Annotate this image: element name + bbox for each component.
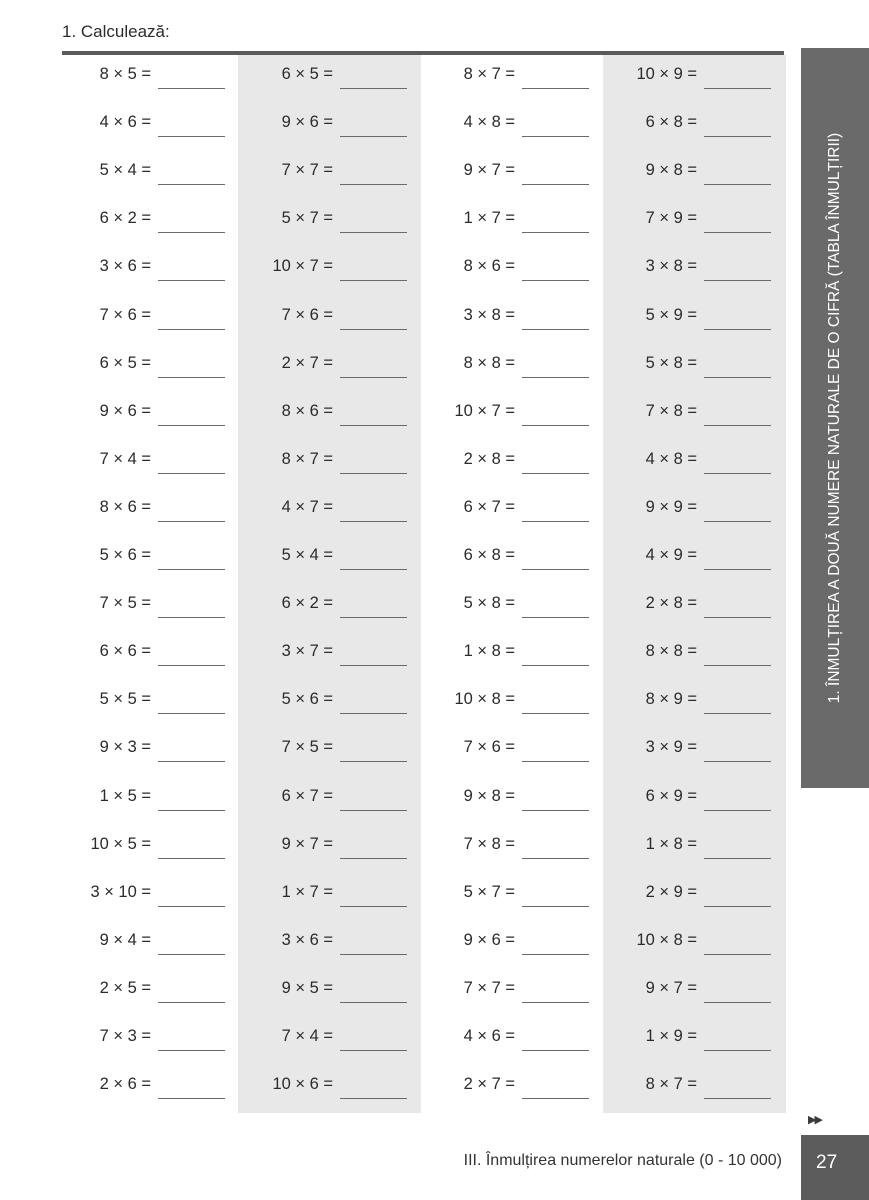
exercise-item <box>62 1065 244 1113</box>
exercise-item <box>608 680 790 728</box>
answer-blank[interactable] <box>522 1050 589 1051</box>
exercise-item <box>426 1017 608 1065</box>
multiplication-expression: 2 × 7 = <box>281 353 333 372</box>
multiplication-expression: 6 × 7 = <box>281 786 333 805</box>
exercise-item <box>244 632 426 680</box>
exercise-item <box>244 199 426 247</box>
answer-blank[interactable] <box>340 665 407 666</box>
multiplication-expression: 6 × 8 = <box>463 546 515 564</box>
exercise-item <box>244 921 426 969</box>
exercise-item <box>244 247 426 295</box>
exercise-item <box>608 584 790 632</box>
multiplication-expression: 7 × 6 = <box>99 305 151 324</box>
answer-blank[interactable] <box>158 713 225 714</box>
multiplication-expression: 5 × 7 = <box>463 882 515 901</box>
answer-blank[interactable] <box>158 1098 225 1099</box>
answer-blank[interactable] <box>158 521 225 522</box>
exercise-item <box>62 1017 244 1065</box>
exercise-item <box>62 199 244 247</box>
answer-blank[interactable] <box>522 617 589 618</box>
exercise-item <box>426 728 608 776</box>
multiplication-expression: 2 × 6 = <box>99 1075 151 1094</box>
exercise-item <box>244 55 426 103</box>
multiplication-expression: 10 × 6 = <box>272 1075 333 1094</box>
multiplication-expression: 8 × 9 = <box>645 690 697 709</box>
answer-blank[interactable] <box>340 1050 407 1051</box>
exercise-item <box>244 488 426 536</box>
answer-blank[interactable] <box>158 377 225 378</box>
exercise-item <box>608 392 790 440</box>
exercise-item <box>62 680 244 728</box>
multiplication-expression: 4 × 8 = <box>463 113 515 132</box>
multiplication-expression: 2 × 9 = <box>645 882 697 901</box>
answer-blank[interactable] <box>158 858 225 859</box>
answer-blank[interactable] <box>522 906 589 907</box>
multiplication-expression: 9 × 6 = <box>463 930 515 949</box>
multiplication-expression: 9 × 5 = <box>281 978 333 997</box>
exercise-item <box>426 440 608 488</box>
multiplication-expression: 6 × 8 = <box>645 113 697 132</box>
exercise-row <box>62 777 788 825</box>
answer-blank[interactable] <box>158 665 225 666</box>
exercise-row <box>62 392 788 440</box>
answer-blank[interactable] <box>522 425 589 426</box>
exercise-row <box>62 1017 788 1065</box>
multiplication-expression: 7 × 8 = <box>645 401 697 420</box>
multiplication-expression: 7 × 6 = <box>281 305 333 324</box>
answer-blank[interactable] <box>522 761 589 762</box>
exercise-row <box>62 584 788 632</box>
multiplication-expression: 10 × 8 = <box>636 930 697 949</box>
answer-blank[interactable] <box>340 473 407 474</box>
exercise-item <box>244 584 426 632</box>
answer-blank[interactable] <box>158 88 225 89</box>
exercise-item <box>62 969 244 1017</box>
multiplication-expression: 5 × 4 = <box>281 546 333 564</box>
multiplication-expression: 2 × 8 = <box>645 594 697 613</box>
exercise-row <box>62 825 788 873</box>
exercise-item <box>244 728 426 776</box>
answer-blank[interactable] <box>340 1098 407 1099</box>
exercise-item <box>608 632 790 680</box>
multiplication-expression: 1 × 7 = <box>281 882 333 901</box>
answer-blank[interactable] <box>522 232 589 233</box>
multiplication-expression: 9 × 7 = <box>281 834 333 853</box>
exercise-row <box>62 728 788 776</box>
exercise-item <box>62 488 244 536</box>
multiplication-expression: 7 × 9 = <box>645 209 697 228</box>
multiplication-expression: 6 × 2 = <box>99 209 151 228</box>
answer-blank[interactable] <box>158 954 225 955</box>
multiplication-expression: 10 × 5 = <box>90 834 151 853</box>
answer-blank[interactable] <box>704 569 771 570</box>
answer-blank[interactable] <box>704 858 771 859</box>
exercise-item <box>62 103 244 151</box>
answer-blank[interactable] <box>340 377 407 378</box>
answer-blank[interactable] <box>704 473 771 474</box>
multiplication-expression: 3 × 9 = <box>645 738 697 757</box>
exercise-item <box>244 680 426 728</box>
exercise-item <box>608 55 790 103</box>
multiplication-expression: 8 × 6 = <box>99 497 151 516</box>
exercise-row <box>62 488 788 536</box>
multiplication-expression: 7 × 5 = <box>281 738 333 757</box>
answer-blank[interactable] <box>158 761 225 762</box>
answer-blank[interactable] <box>522 1002 589 1003</box>
answer-blank[interactable] <box>522 569 589 570</box>
answer-blank[interactable] <box>704 713 771 714</box>
multiplication-expression: 8 × 5 = <box>99 65 151 83</box>
answer-blank[interactable] <box>704 906 771 907</box>
multiplication-expression: 5 × 8 = <box>463 594 515 613</box>
exercise-item <box>62 151 244 199</box>
exercise-item <box>62 632 244 680</box>
multiplication-expression: 5 × 5 = <box>99 690 151 709</box>
exercise-item <box>426 103 608 151</box>
exercise-item <box>608 825 790 873</box>
exercise-item <box>608 536 790 584</box>
multiplication-expression: 1 × 5 = <box>99 786 151 805</box>
exercise-item <box>62 247 244 295</box>
multiplication-expression: 7 × 7 = <box>281 161 333 180</box>
exercise-row <box>62 873 788 921</box>
multiplication-expression: 3 × 6 = <box>99 257 151 276</box>
exercise-item <box>608 777 790 825</box>
exercise-item <box>608 969 790 1017</box>
answer-blank[interactable] <box>522 329 589 330</box>
exercise-item <box>426 55 608 103</box>
answer-blank[interactable] <box>704 280 771 281</box>
answer-blank[interactable] <box>340 184 407 185</box>
exercise-item <box>426 344 608 392</box>
exercise-item <box>244 296 426 344</box>
multiplication-expression: 9 × 3 = <box>99 738 151 757</box>
answer-blank[interactable] <box>704 329 771 330</box>
exercise-item <box>62 777 244 825</box>
exercise-item <box>426 873 608 921</box>
exercise-item <box>608 728 790 776</box>
exercise-item <box>244 825 426 873</box>
multiplication-expression: 4 × 6 = <box>99 113 151 132</box>
page-number: 27 <box>816 1152 838 1173</box>
multiplication-expression: 7 × 4 = <box>281 1027 333 1045</box>
exercise-item <box>62 536 244 584</box>
answer-blank[interactable] <box>340 810 407 811</box>
exercise-item <box>244 440 426 488</box>
multiplication-expression: 6 × 2 = <box>281 594 333 613</box>
answer-blank[interactable] <box>704 1050 771 1051</box>
answer-blank[interactable] <box>158 136 225 137</box>
answer-blank[interactable] <box>340 136 407 137</box>
multiplication-expression: 8 × 6 = <box>281 401 333 420</box>
exercise-item <box>426 680 608 728</box>
answer-blank[interactable] <box>704 88 771 89</box>
multiplication-expression: 6 × 7 = <box>463 497 515 516</box>
multiplication-expression: 8 × 7 = <box>281 449 333 468</box>
exercise-item <box>608 199 790 247</box>
multiplication-expression: 5 × 4 = <box>99 161 151 180</box>
multiplication-expression: 2 × 7 = <box>463 1075 515 1094</box>
answer-blank[interactable] <box>340 232 407 233</box>
exercise-item <box>426 1065 608 1113</box>
answer-blank[interactable] <box>704 665 771 666</box>
exercise-item <box>62 584 244 632</box>
answer-blank[interactable] <box>704 1098 771 1099</box>
answer-blank[interactable] <box>158 906 225 907</box>
exercise-item <box>62 921 244 969</box>
multiplication-expression: 5 × 8 = <box>645 353 697 372</box>
exercise-item <box>426 777 608 825</box>
multiplication-expression: 9 × 6 = <box>99 401 151 420</box>
multiplication-expression: 6 × 5 = <box>281 65 333 83</box>
exercise-item <box>62 55 244 103</box>
exercise-item <box>62 873 244 921</box>
multiplication-expression: 8 × 8 = <box>463 353 515 372</box>
multiplication-expression: 7 × 8 = <box>463 834 515 853</box>
multiplication-expression: 4 × 6 = <box>463 1027 515 1045</box>
answer-blank[interactable] <box>340 954 407 955</box>
exercise-item <box>244 344 426 392</box>
multiplication-expression: 8 × 7 = <box>463 65 515 83</box>
answer-blank[interactable] <box>704 136 771 137</box>
answer-blank[interactable] <box>704 184 771 185</box>
exercise-instruction: 1. Calculează: <box>62 22 170 41</box>
multiplication-expression: 7 × 3 = <box>99 1027 151 1045</box>
exercise-item <box>426 632 608 680</box>
exercise-row <box>62 103 788 151</box>
multiplication-expression: 3 × 6 = <box>281 930 333 949</box>
exercise-item <box>62 440 244 488</box>
answer-blank[interactable] <box>522 1098 589 1099</box>
answer-blank[interactable] <box>522 858 589 859</box>
exercise-item <box>426 247 608 295</box>
answer-blank[interactable] <box>704 521 771 522</box>
exercise-item <box>62 344 244 392</box>
answer-blank[interactable] <box>522 521 589 522</box>
answer-blank[interactable] <box>522 184 589 185</box>
exercise-item <box>608 1017 790 1065</box>
multiplication-expression: 1 × 8 = <box>645 834 697 853</box>
answer-blank[interactable] <box>522 473 589 474</box>
exercise-item <box>244 1065 426 1113</box>
exercise-item <box>608 103 790 151</box>
multiplication-expression: 5 × 6 = <box>281 690 333 709</box>
answer-blank[interactable] <box>704 377 771 378</box>
exercise-item <box>608 921 790 969</box>
answer-blank[interactable] <box>704 617 771 618</box>
answer-blank[interactable] <box>522 665 589 666</box>
answer-blank[interactable] <box>340 1002 407 1003</box>
answer-blank[interactable] <box>340 521 407 522</box>
exercise-item <box>426 536 608 584</box>
exercise-item <box>244 536 426 584</box>
multiplication-expression: 9 × 4 = <box>99 930 151 949</box>
multiplication-expression: 2 × 5 = <box>99 978 151 997</box>
multiplication-expression: 9 × 7 = <box>463 161 515 180</box>
answer-blank[interactable] <box>158 425 225 426</box>
exercise-item <box>426 584 608 632</box>
answer-blank[interactable] <box>522 136 589 137</box>
answer-blank[interactable] <box>340 713 407 714</box>
exercise-item <box>608 296 790 344</box>
multiplication-expression: 2 × 8 = <box>463 449 515 468</box>
multiplication-expression: 9 × 8 = <box>645 161 697 180</box>
answer-blank[interactable] <box>158 1002 225 1003</box>
exercise-row <box>62 199 788 247</box>
exercise-item <box>608 344 790 392</box>
exercise-item <box>426 921 608 969</box>
chapter-side-tab <box>801 48 869 788</box>
multiplication-expression: 4 × 8 = <box>645 449 697 468</box>
exercise-item <box>244 151 426 199</box>
next-arrows-icon: ▶▶ <box>808 1114 821 1126</box>
multiplication-expression: 6 × 5 = <box>99 353 151 372</box>
multiplication-expression: 7 × 7 = <box>463 978 515 997</box>
answer-blank[interactable] <box>522 713 589 714</box>
answer-blank[interactable] <box>704 1002 771 1003</box>
multiplication-expression: 1 × 7 = <box>463 209 515 228</box>
exercise-item <box>426 488 608 536</box>
exercise-row <box>62 921 788 969</box>
answer-blank[interactable] <box>340 569 407 570</box>
exercise-row <box>62 247 788 295</box>
answer-blank[interactable] <box>340 858 407 859</box>
exercise-item <box>608 488 790 536</box>
answer-blank[interactable] <box>340 906 407 907</box>
answer-blank[interactable] <box>522 88 589 89</box>
answer-blank[interactable] <box>704 425 771 426</box>
exercise-row <box>62 1065 788 1113</box>
multiplication-expression: 10 × 7 = <box>272 257 333 276</box>
answer-blank[interactable] <box>522 810 589 811</box>
answer-blank[interactable] <box>522 377 589 378</box>
multiplication-expression: 6 × 6 = <box>99 642 151 661</box>
footer-chapter: III. Înmulțirea numerelor naturale (0 - 10 000) <box>463 1152 782 1169</box>
chapter-title: 1. ÎNMULȚIREA A DOUĂ NUMERE NATURALE DE O CIFRĂ (TABLA ÎNMULȚIRII) <box>826 132 843 704</box>
exercise-item <box>426 969 608 1017</box>
multiplication-expression: 9 × 8 = <box>463 786 515 805</box>
multiplication-expression: 7 × 5 = <box>99 594 151 613</box>
exercise-item <box>244 873 426 921</box>
exercise-item <box>426 151 608 199</box>
multiplication-expression: 10 × 9 = <box>636 65 697 83</box>
page-number-box <box>801 1135 869 1200</box>
exercise-item <box>62 825 244 873</box>
exercise-item <box>426 392 608 440</box>
answer-blank[interactable] <box>158 1050 225 1051</box>
answer-blank[interactable] <box>704 810 771 811</box>
answer-blank[interactable] <box>158 329 225 330</box>
multiplication-expression: 6 × 9 = <box>645 786 697 805</box>
exercise-item <box>244 392 426 440</box>
answer-blank[interactable] <box>340 425 407 426</box>
multiplication-expression: 4 × 7 = <box>281 497 333 516</box>
exercise-item <box>608 1065 790 1113</box>
multiplication-expression: 1 × 8 = <box>463 642 515 661</box>
multiplication-expression: 3 × 8 = <box>463 305 515 324</box>
multiplication-expression: 3 × 7 = <box>281 642 333 661</box>
multiplication-expression: 3 × 8 = <box>645 257 697 276</box>
exercise-row <box>62 440 788 488</box>
multiplication-expression: 9 × 6 = <box>281 113 333 132</box>
multiplication-expression: 7 × 6 = <box>463 738 515 757</box>
answer-blank[interactable] <box>340 761 407 762</box>
exercise-item <box>426 199 608 247</box>
answer-blank[interactable] <box>522 954 589 955</box>
exercise-item <box>426 825 608 873</box>
exercise-row <box>62 151 788 199</box>
multiplication-expression: 1 × 9 = <box>645 1027 697 1045</box>
answer-blank[interactable] <box>158 810 225 811</box>
multiplication-expression: 8 × 8 = <box>645 642 697 661</box>
multiplication-expression: 10 × 8 = <box>454 690 515 709</box>
answer-blank[interactable] <box>340 280 407 281</box>
answer-blank[interactable] <box>340 329 407 330</box>
answer-blank[interactable] <box>340 88 407 89</box>
answer-blank[interactable] <box>522 280 589 281</box>
exercise-item <box>244 1017 426 1065</box>
exercise-item <box>62 728 244 776</box>
exercise-item <box>244 777 426 825</box>
multiplication-expression: 5 × 6 = <box>99 546 151 564</box>
exercise-item <box>608 247 790 295</box>
exercise-row <box>62 969 788 1017</box>
answer-blank[interactable] <box>340 617 407 618</box>
exercise-row <box>62 632 788 680</box>
exercise-item <box>62 296 244 344</box>
multiplication-expression: 7 × 4 = <box>99 449 151 468</box>
multiplication-expression: 5 × 9 = <box>645 305 697 324</box>
multiplication-expression: 4 × 9 = <box>645 546 697 564</box>
exercise-item <box>244 969 426 1017</box>
exercise-row <box>62 296 788 344</box>
answer-blank[interactable] <box>158 617 225 618</box>
exercise-item <box>608 151 790 199</box>
answer-blank[interactable] <box>158 569 225 570</box>
exercise-row <box>62 55 788 103</box>
answer-blank[interactable] <box>704 232 771 233</box>
multiplication-expression: 9 × 7 = <box>645 978 697 997</box>
answer-blank[interactable] <box>158 280 225 281</box>
multiplication-expression: 10 × 7 = <box>454 401 515 420</box>
answer-blank[interactable] <box>158 184 225 185</box>
exercise-row <box>62 344 788 392</box>
exercise-grid <box>62 55 788 1113</box>
exercise-row <box>62 680 788 728</box>
answer-blank[interactable] <box>158 232 225 233</box>
answer-blank[interactable] <box>704 761 771 762</box>
exercise-item <box>244 103 426 151</box>
answer-blank[interactable] <box>704 954 771 955</box>
exercise-row <box>62 536 788 584</box>
answer-blank[interactable] <box>158 473 225 474</box>
exercise-item <box>608 440 790 488</box>
exercise-item <box>62 392 244 440</box>
exercise-item <box>426 296 608 344</box>
multiplication-expression: 5 × 7 = <box>281 209 333 228</box>
exercise-item <box>608 873 790 921</box>
multiplication-expression: 8 × 7 = <box>645 1075 697 1094</box>
multiplication-expression: 3 × 10 = <box>90 882 151 901</box>
multiplication-expression: 8 × 6 = <box>463 257 515 276</box>
multiplication-expression: 9 × 9 = <box>645 497 697 516</box>
